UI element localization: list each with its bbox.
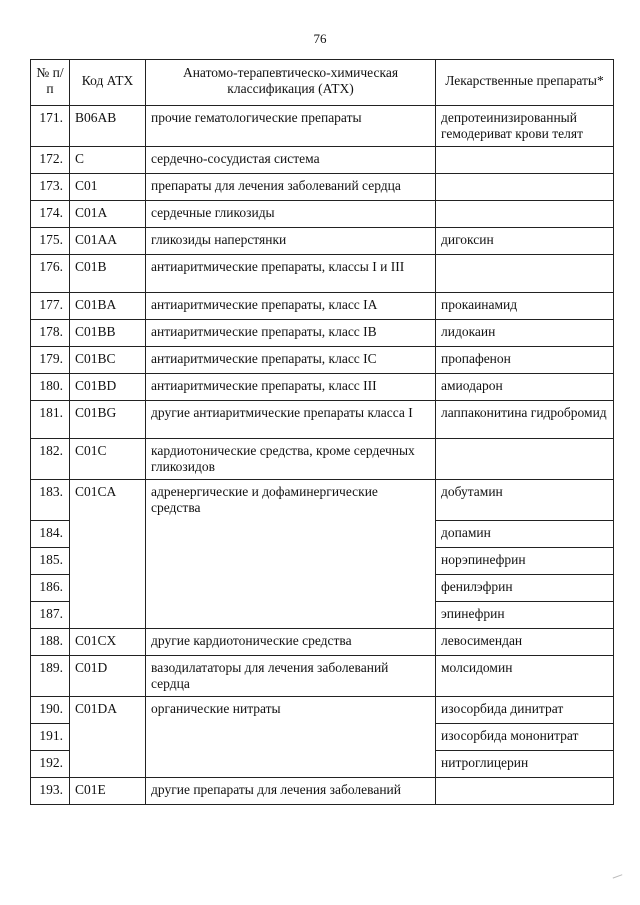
table-row (31, 520, 614, 547)
cell-drug: добутамин (436, 480, 614, 521)
cell-code: C01BA (70, 293, 146, 320)
cell-classification: сердечно-сосудистая система (146, 147, 436, 174)
cell-code: C (70, 147, 146, 174)
cell-code: C01CX (70, 628, 146, 655)
cell-num: 179. (31, 347, 70, 374)
table-row (31, 374, 614, 401)
cell-drug: эпинефрин (436, 601, 614, 628)
cell-code (70, 520, 146, 547)
cell-num: 176. (31, 255, 70, 293)
table-row (31, 628, 614, 655)
table-row (31, 439, 614, 480)
cell-code: C01C (70, 439, 146, 480)
cell-code: C01BG (70, 401, 146, 439)
cell-num: 181. (31, 401, 70, 439)
cell-classification: антиаритмические препараты, класс IB (146, 320, 436, 347)
cell-classification (146, 723, 436, 750)
table-row (31, 147, 614, 174)
cell-classification: гликозиды наперстянки (146, 228, 436, 255)
cell-drug: лаппаконитина гидробромид (436, 401, 614, 439)
cell-num: 188. (31, 628, 70, 655)
cell-drug: лидокаин (436, 320, 614, 347)
table-row (31, 401, 614, 439)
cell-classification: антиаритмические препараты, класс IA (146, 293, 436, 320)
cell-classification: антиаритмические препараты, классы I и III (146, 255, 436, 293)
table-row (31, 347, 614, 374)
cell-classification (146, 520, 436, 547)
cell-drug: левосимендан (436, 628, 614, 655)
cell-drug (436, 777, 614, 804)
table-row (31, 696, 614, 723)
cell-drug: дигоксин (436, 228, 614, 255)
table-body (31, 106, 614, 805)
table-row (31, 723, 614, 750)
table-row (31, 320, 614, 347)
cell-drug (436, 174, 614, 201)
cell-num: 173. (31, 174, 70, 201)
header-classification: Анатомо-терапевтическо-химическая классификация (АТХ) (146, 60, 436, 106)
cell-code: C01A (70, 201, 146, 228)
margin-mark (612, 871, 623, 878)
cell-code: C01E (70, 777, 146, 804)
cell-drug (436, 201, 614, 228)
cell-code (70, 723, 146, 750)
cell-drug (436, 255, 614, 293)
cell-num: 190. (31, 696, 70, 723)
cell-num: 187. (31, 601, 70, 628)
cell-code (70, 750, 146, 777)
cell-num: 174. (31, 201, 70, 228)
table-row (31, 574, 614, 601)
cell-drug: молсидомин (436, 655, 614, 696)
cell-num: 185. (31, 547, 70, 574)
cell-classification: органические нитраты (146, 696, 436, 723)
cell-code: C01CA (70, 480, 146, 521)
cell-drug: допамин (436, 520, 614, 547)
cell-classification: другие кардиотонические средства (146, 628, 436, 655)
cell-code: C01 (70, 174, 146, 201)
cell-code: C01B (70, 255, 146, 293)
cell-drug: изосорбида мононитрат (436, 723, 614, 750)
cell-num: 193. (31, 777, 70, 804)
cell-num: 175. (31, 228, 70, 255)
cell-num: 184. (31, 520, 70, 547)
atc-drug-table (30, 59, 614, 805)
cell-code (70, 574, 146, 601)
cell-num: 177. (31, 293, 70, 320)
cell-code: B06AB (70, 106, 146, 147)
cell-num: 191. (31, 723, 70, 750)
cell-classification: адренергические и дофаминергические средства (146, 480, 436, 521)
cell-drug: прокаинамид (436, 293, 614, 320)
header-drugs: Лекарственные препараты* (436, 60, 614, 106)
cell-drug: депротеинизированный гемодериват крови телят (436, 106, 614, 147)
cell-num: 180. (31, 374, 70, 401)
cell-drug (436, 439, 614, 480)
cell-num: 182. (31, 439, 70, 480)
cell-drug: фенилэфрин (436, 574, 614, 601)
cell-num: 171. (31, 106, 70, 147)
header-code: Код АТХ (70, 60, 146, 106)
cell-num: 183. (31, 480, 70, 521)
table-row (31, 201, 614, 228)
cell-classification (146, 601, 436, 628)
cell-classification: антиаритмические препараты, класс IC (146, 347, 436, 374)
cell-drug: амиодарон (436, 374, 614, 401)
table-row (31, 106, 614, 147)
table-row (31, 547, 614, 574)
cell-classification: другие препараты для лечения заболеваний (146, 777, 436, 804)
cell-classification: препараты для лечения заболеваний сердца (146, 174, 436, 201)
cell-classification: антиаритмические препараты, класс III (146, 374, 436, 401)
cell-classification: вазодилататоры для лечения заболеваний сердца (146, 655, 436, 696)
table-row (31, 655, 614, 696)
cell-code: C01DA (70, 696, 146, 723)
cell-drug: пропафенон (436, 347, 614, 374)
cell-classification (146, 547, 436, 574)
cell-drug (436, 147, 614, 174)
cell-code: C01BB (70, 320, 146, 347)
table-row (31, 480, 614, 521)
cell-drug: нитроглицерин (436, 750, 614, 777)
cell-num: 189. (31, 655, 70, 696)
cell-drug: норэпинефрин (436, 547, 614, 574)
cell-classification: сердечные гликозиды (146, 201, 436, 228)
cell-code (70, 601, 146, 628)
cell-drug: изосорбида динитрат (436, 696, 614, 723)
cell-code: C01BC (70, 347, 146, 374)
table-header-row (31, 60, 614, 106)
cell-classification: кардиотонические средства, кроме сердечных гликозидов (146, 439, 436, 480)
cell-code (70, 547, 146, 574)
table-row (31, 255, 614, 293)
cell-num: 178. (31, 320, 70, 347)
table-row (31, 228, 614, 255)
cell-code: C01D (70, 655, 146, 696)
cell-num: 192. (31, 750, 70, 777)
table-row (31, 601, 614, 628)
cell-classification (146, 750, 436, 777)
table-row (31, 174, 614, 201)
cell-classification: другие антиаритмические препараты класса I (146, 401, 436, 439)
cell-classification (146, 574, 436, 601)
cell-code: C01AA (70, 228, 146, 255)
header-num: № п/п (31, 60, 70, 106)
cell-num: 186. (31, 574, 70, 601)
cell-num: 172. (31, 147, 70, 174)
cell-code: C01BD (70, 374, 146, 401)
cell-classification: прочие гематологические препараты (146, 106, 436, 147)
page-number: 76 (313, 31, 327, 46)
table-row (31, 777, 614, 804)
table-row (31, 750, 614, 777)
table-row (31, 293, 614, 320)
